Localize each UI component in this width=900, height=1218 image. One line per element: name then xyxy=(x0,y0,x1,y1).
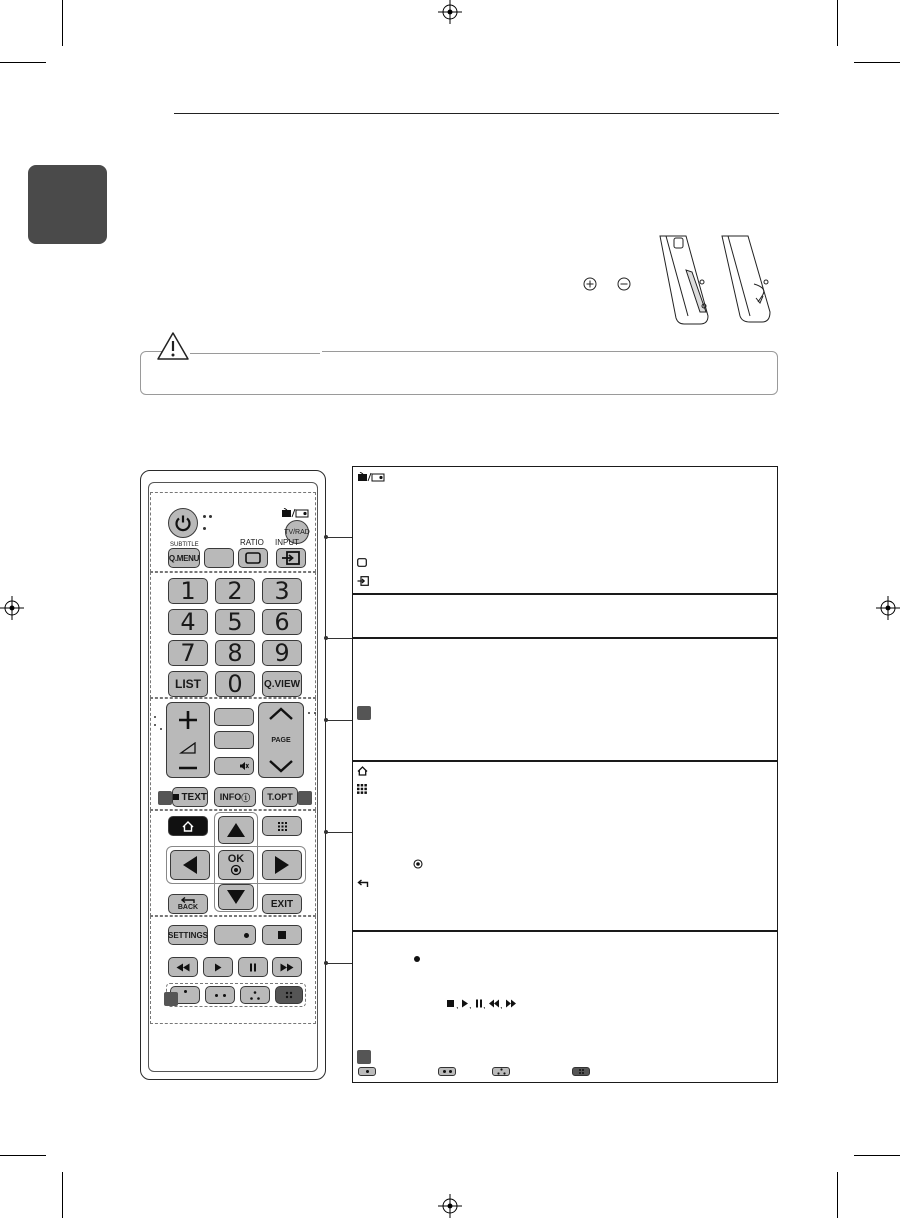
leader-dot xyxy=(324,535,328,539)
leader-line xyxy=(326,638,352,639)
blank-button-upper[interactable] xyxy=(214,708,254,726)
dot-icon xyxy=(223,994,226,997)
four-dots-icon xyxy=(578,1068,585,1075)
arrow-right-icon xyxy=(273,854,291,876)
marker-square xyxy=(357,1050,371,1064)
crop-mark xyxy=(837,0,838,46)
my-apps-button[interactable] xyxy=(262,816,302,836)
ratio-icon xyxy=(357,558,367,567)
fast-forward-icon xyxy=(280,963,294,972)
marker-square xyxy=(357,706,371,720)
mute-icon xyxy=(239,761,249,771)
arrow-left-icon xyxy=(181,854,199,876)
volume-rocker[interactable] xyxy=(166,702,210,778)
svg-text:,: , xyxy=(483,1000,486,1009)
one-dot-icon xyxy=(184,990,187,993)
up-arrow-button[interactable] xyxy=(218,816,254,844)
caution-triangle-icon xyxy=(156,331,190,361)
blank-button-lower[interactable] xyxy=(214,731,254,749)
panel-divider xyxy=(353,760,777,762)
playback-icons xyxy=(446,998,528,1009)
rewind-icon xyxy=(176,963,190,972)
number-9-button[interactable]: 9 xyxy=(262,640,302,666)
leader-dot xyxy=(324,636,328,640)
play-button[interactable] xyxy=(203,957,233,977)
q-menu-button[interactable]: Q.MENU xyxy=(168,548,200,568)
number-6-button[interactable]: 6 xyxy=(262,609,302,635)
dot-icon xyxy=(443,1070,446,1073)
yellow-key-icon xyxy=(492,1067,510,1076)
red-key-icon xyxy=(358,1067,376,1076)
leader-dot xyxy=(324,830,328,834)
leader-line xyxy=(326,963,352,964)
number-5-button[interactable]: 5 xyxy=(215,609,255,635)
record-button[interactable] xyxy=(214,925,256,945)
play-icon xyxy=(214,963,222,972)
yellow-color-button[interactable] xyxy=(240,986,270,1004)
pause-button[interactable] xyxy=(238,957,268,977)
registration-mark-icon xyxy=(438,0,462,24)
arrow-down-icon xyxy=(225,888,247,906)
back-button[interactable] xyxy=(168,894,208,914)
q-view-button[interactable]: Q.VIEW xyxy=(262,671,302,697)
caution-header-rule xyxy=(190,353,320,354)
text-label: TEXT xyxy=(181,791,207,803)
crop-mark xyxy=(837,1172,838,1218)
input-button[interactable] xyxy=(276,548,306,568)
wheel-icon xyxy=(230,864,242,876)
ok-label: OK xyxy=(227,853,245,865)
registration-mark-icon xyxy=(438,1194,462,1218)
blue-color-button[interactable] xyxy=(275,986,303,1004)
exit-button[interactable]: EXIT xyxy=(262,894,302,914)
info-label: INFO xyxy=(219,792,242,802)
panel-divider xyxy=(353,637,777,639)
four-dots-icon xyxy=(285,991,293,999)
back-label: BACK xyxy=(177,904,199,911)
ratio-icon xyxy=(245,552,261,564)
blue-key-icon xyxy=(572,1067,590,1076)
record-dot-icon xyxy=(244,933,249,938)
crop-mark xyxy=(854,62,900,63)
dot-icon xyxy=(215,994,218,997)
crop-mark xyxy=(62,0,63,46)
page-rocker[interactable] xyxy=(258,702,304,778)
power-icon xyxy=(174,514,192,532)
left-arrow-button[interactable] xyxy=(170,850,210,880)
marker-square xyxy=(298,791,312,805)
green-color-button[interactable] xyxy=(205,986,235,1004)
chevron-up-icon xyxy=(268,707,294,721)
page-label: PAGE xyxy=(271,736,291,744)
number-7-button[interactable]: 7 xyxy=(168,640,208,666)
marker-square xyxy=(164,992,178,1006)
list-button[interactable]: LIST xyxy=(168,671,208,697)
volume-down-icon xyxy=(177,765,199,771)
leader-line xyxy=(326,720,352,721)
grid-icon xyxy=(278,822,287,831)
crop-mark xyxy=(0,1155,46,1156)
settings-button[interactable]: SETTINGS xyxy=(168,925,208,945)
plus-polarity-icon xyxy=(583,277,597,291)
indicator-dot xyxy=(203,515,206,518)
svg-text:,: , xyxy=(456,1000,459,1009)
three-dots-icon xyxy=(497,1068,506,1075)
volume-up-icon xyxy=(177,709,199,731)
battery-cover-illustration xyxy=(650,232,780,332)
number-0-button[interactable]: 0 xyxy=(215,671,255,697)
down-arrow-button[interactable] xyxy=(218,884,254,910)
panel-divider xyxy=(353,930,777,932)
chevron-down-icon xyxy=(268,759,294,773)
section-tab xyxy=(28,165,107,244)
tv-rad-button[interactable]: TV/RAD xyxy=(285,520,309,544)
info-button[interactable]: INFO ⓘ xyxy=(214,787,256,807)
description-panel xyxy=(352,466,778,1083)
ratio-label: RATIO xyxy=(240,538,264,547)
registration-mark-icon xyxy=(876,596,900,620)
green-key-icon xyxy=(438,1067,456,1076)
dot-icon xyxy=(366,1070,369,1073)
back-arrow-icon xyxy=(357,879,369,888)
grid-icon xyxy=(357,784,367,794)
blank-button[interactable] xyxy=(204,548,234,568)
mute-button[interactable] xyxy=(214,757,254,775)
three-dots-icon xyxy=(250,991,260,1000)
ok-button[interactable] xyxy=(218,850,254,880)
svg-text:,: , xyxy=(500,1000,503,1009)
indicator-dot xyxy=(203,527,206,530)
panel-divider xyxy=(353,593,777,595)
stop-icon xyxy=(278,931,286,939)
rewind-button[interactable] xyxy=(168,957,198,977)
number-2-button[interactable]: 2 xyxy=(215,578,255,604)
number-1-button[interactable]: 1 xyxy=(168,578,208,604)
leader-line xyxy=(326,537,352,538)
dot-icon xyxy=(449,1070,452,1073)
leader-line xyxy=(326,832,352,833)
home-icon xyxy=(182,821,194,832)
crop-mark xyxy=(62,1172,63,1218)
tv-radio-icon xyxy=(281,508,313,518)
back-arrow-icon xyxy=(180,897,196,904)
indicator-dot xyxy=(308,712,310,714)
right-arrow-button[interactable] xyxy=(262,850,302,880)
indicator-dot xyxy=(154,716,156,718)
indicator-dot xyxy=(160,728,162,730)
home-icon xyxy=(357,766,368,776)
crop-mark xyxy=(854,1155,900,1156)
number-8-button[interactable]: 8 xyxy=(215,640,255,666)
text-button[interactable] xyxy=(172,787,208,807)
indicator-dot xyxy=(209,515,212,518)
tv-radio-icon xyxy=(357,472,387,482)
indicator-dot xyxy=(154,724,156,726)
registration-mark-icon xyxy=(0,596,24,620)
indicator-dot xyxy=(314,712,316,714)
caution-box xyxy=(140,351,778,395)
minus-polarity-icon xyxy=(617,277,631,291)
number-3-button[interactable]: 3 xyxy=(262,578,302,604)
fast-forward-button[interactable] xyxy=(272,957,302,977)
home-button[interactable] xyxy=(168,816,208,836)
input-label: INPUT xyxy=(275,538,299,547)
t-opt-button[interactable]: T.OPT xyxy=(262,787,298,807)
number-4-button[interactable]: 4 xyxy=(168,609,208,635)
leader-dot xyxy=(324,718,328,722)
ratio-button[interactable] xyxy=(238,548,268,568)
power-button[interactable] xyxy=(168,508,198,538)
header-rule xyxy=(174,113,779,114)
stop-button[interactable] xyxy=(262,925,302,945)
input-icon xyxy=(357,576,369,586)
crop-mark xyxy=(0,62,46,63)
wheel-icon xyxy=(413,859,423,869)
volume-icon xyxy=(179,742,197,754)
svg-text:,: , xyxy=(469,1000,472,1009)
leader-dot xyxy=(324,961,328,965)
record-dot-icon xyxy=(414,956,420,962)
text-icon xyxy=(173,794,179,800)
marker-square xyxy=(158,791,172,805)
subtitle-label: SUBTITLE xyxy=(170,542,199,548)
arrow-up-icon xyxy=(225,821,247,839)
input-icon xyxy=(281,551,301,565)
pause-icon xyxy=(249,963,257,972)
